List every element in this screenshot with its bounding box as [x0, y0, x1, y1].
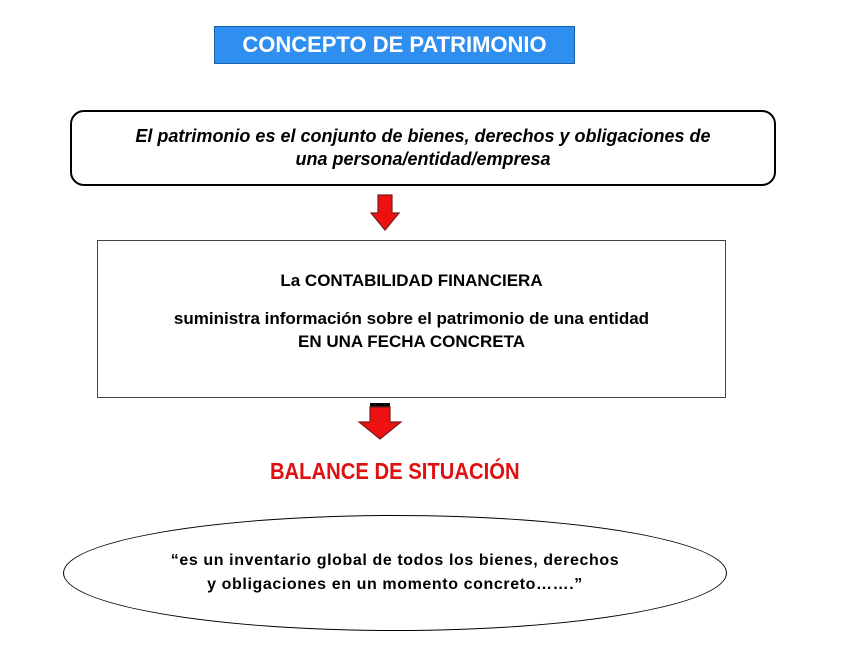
down-arrow-icon [357, 402, 403, 440]
quote-line-2: y obligaciones en un momento concreto…….” [207, 576, 583, 593]
definition-line-1: El patrimonio es el conjunto de bienes, derechos y obligaciones de [135, 126, 711, 146]
definition-line-2: una persona/entidad/empresa [295, 149, 551, 169]
contabilidad-line-1: suministra información sobre el patrimonio de una entidad [173, 309, 650, 328]
balance-title: BALANCE DE SITUACIÓN [269, 458, 520, 484]
definition-box [70, 110, 776, 186]
title-box [214, 26, 575, 64]
contabilidad-line-2: EN UNA FECHA CONCRETA [298, 332, 525, 351]
contabilidad-box [97, 240, 726, 398]
quote-line-1: “es un inventario global de todos los bienes, derechos [170, 552, 620, 569]
quote-text [63, 549, 727, 597]
contabilidad-heading: La CONTABILIDAD FINANCIERA [280, 271, 543, 290]
down-arrow-icon [370, 194, 400, 232]
page-title: CONCEPTO DE PATRIMONIO [242, 32, 547, 57]
